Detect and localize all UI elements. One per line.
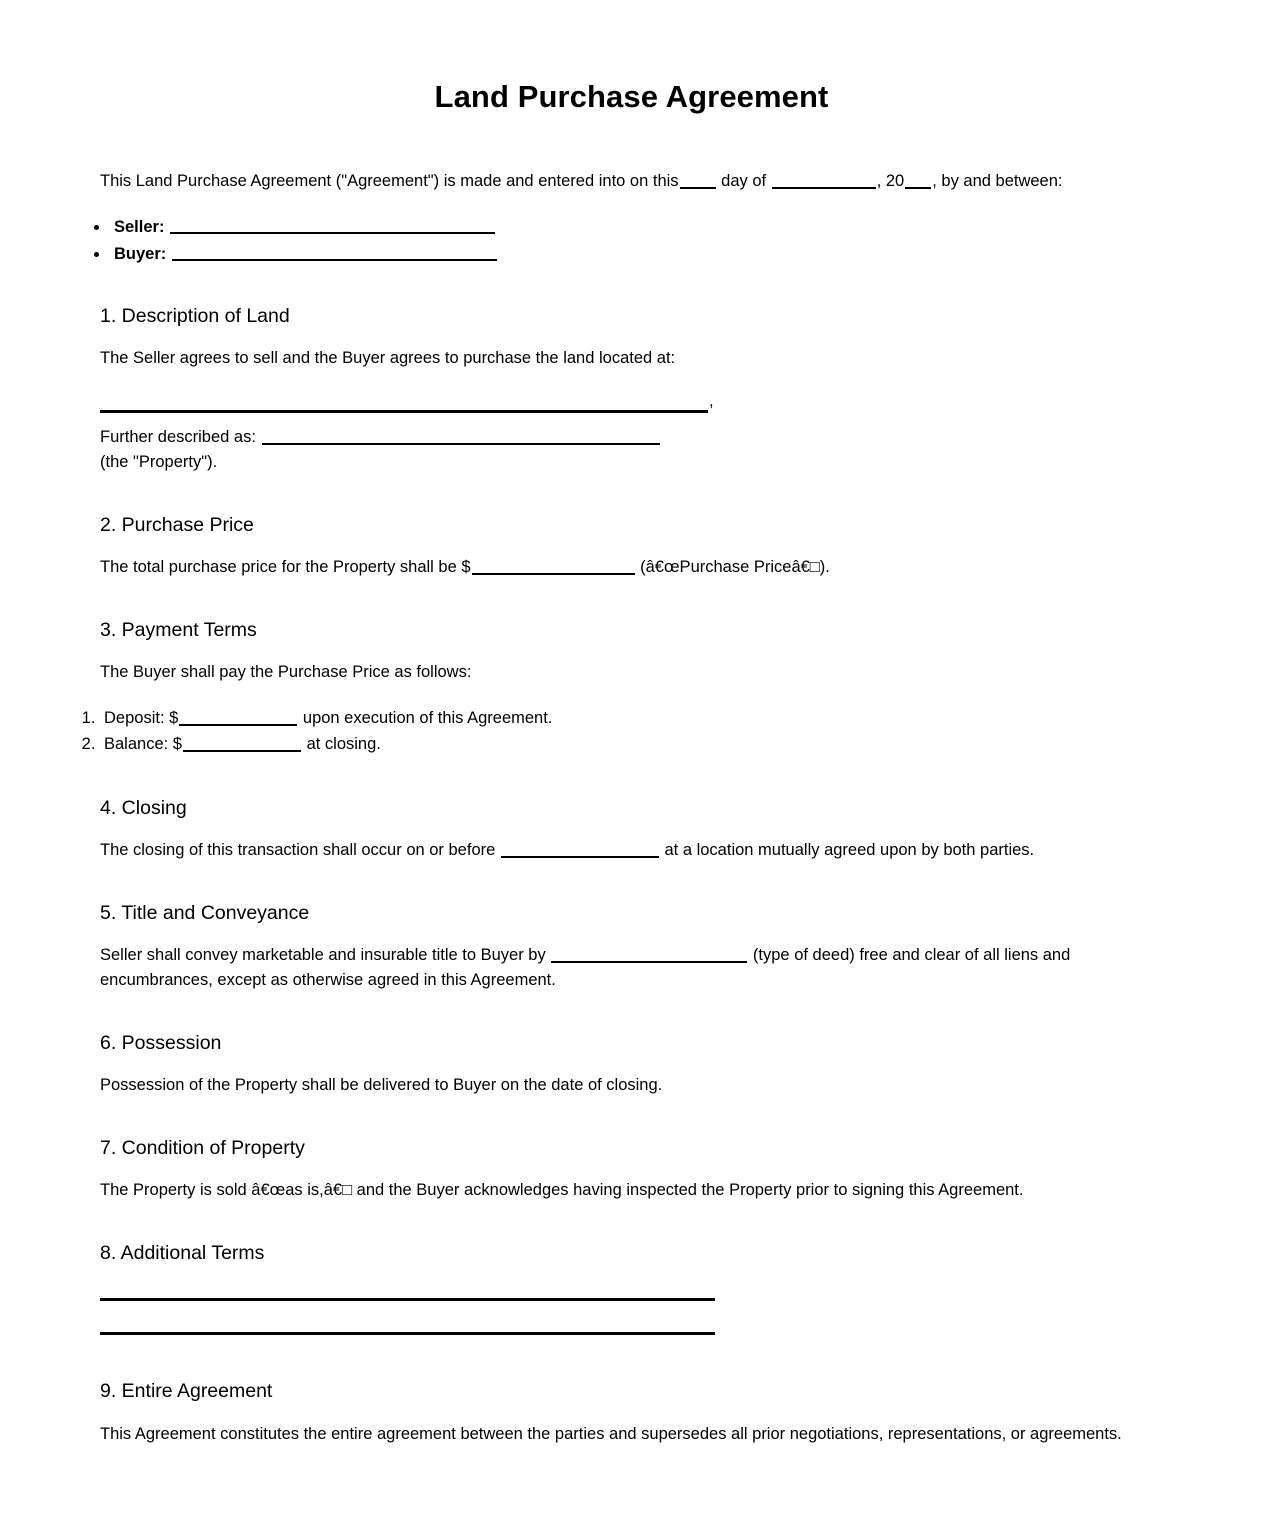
address-trailing-comma: ,	[709, 391, 714, 410]
list-item-deposit	[100, 705, 1263, 731]
closing-after-blank: at a location mutually agreed upon by both parties.	[664, 841, 1035, 860]
balance-amount-blank[interactable]	[183, 735, 301, 752]
balance-label: Balance: $	[104, 735, 182, 754]
section-4-body	[100, 838, 1263, 863]
section-8-heading: 8. Additional Terms	[100, 1241, 265, 1264]
section-5-heading: 5. Title and Conveyance	[100, 901, 310, 924]
section-possession	[0, 1031, 1263, 1098]
payment-terms-list	[0, 705, 1263, 758]
conveyance-after-blank: (type of deed) free and clear of all liens and encumbrances, except as otherwise agreed in this Agreement.	[100, 946, 1071, 990]
month-blank[interactable]	[772, 172, 876, 189]
purchase-price-after-blank: (â€œPurchase Priceâ€□).	[640, 558, 830, 577]
section-9-body: This Agreement constitutes the entire agreement between the parties and supersedes all prior negotiations, representations, or agreements.	[100, 1424, 1122, 1443]
closing-before-blank: The closing of this transaction shall occur on or before	[100, 841, 496, 860]
deposit-amount-blank[interactable]	[179, 709, 297, 726]
section-3-heading: 3. Payment Terms	[100, 618, 257, 641]
intro-text-after-year: , by and between:	[932, 172, 1063, 191]
page-title: Land Purchase Agreement	[434, 79, 829, 114]
section-1-heading: 1. Description of Land	[100, 304, 290, 327]
day-blank[interactable]	[680, 172, 716, 189]
purchase-price-blank[interactable]	[472, 558, 635, 575]
purchase-price-before-blank: The total purchase price for the Property shall be $	[100, 558, 471, 577]
section-4-heading: 4. Closing	[100, 796, 187, 819]
section-1-lead: The Seller agrees to sell and the Buyer agrees to purchase the land located at:	[100, 348, 676, 367]
section-additional-terms	[0, 1241, 1263, 1266]
section-payment-terms	[0, 618, 1263, 685]
section-7-heading: 7. Condition of Property	[100, 1136, 305, 1159]
list-item-buyer	[110, 241, 1263, 268]
closing-date-blank[interactable]	[501, 841, 659, 858]
section-description-of-land	[0, 304, 1263, 475]
deposit-label: Deposit: $	[104, 709, 179, 728]
list-item-balance	[100, 731, 1263, 757]
list-item-seller	[110, 214, 1263, 241]
section-closing	[0, 796, 1263, 863]
section-1-further-described	[100, 425, 1263, 450]
seller-name-blank[interactable]	[170, 217, 495, 234]
further-described-label: Further described as:	[100, 428, 256, 447]
buyer-label: Buyer:	[114, 245, 167, 264]
year-blank[interactable]	[905, 172, 931, 189]
property-address-row	[100, 389, 1263, 414]
section-2-heading: 2. Purchase Price	[100, 513, 254, 536]
section-5-body	[100, 943, 1162, 993]
section-9-heading: 9. Entire Agreement	[100, 1380, 273, 1403]
conveyance-before-blank: Seller shall convey marketable and insurable title to Buyer by	[100, 946, 546, 965]
section-purchase-price	[0, 513, 1263, 580]
section-condition-of-property	[0, 1136, 1263, 1203]
section-2-body	[100, 555, 1263, 580]
parties-list	[0, 214, 1263, 268]
buyer-name-blank[interactable]	[172, 244, 497, 261]
section-3-lead: The Buyer shall pay the Purchase Price as follows:	[100, 663, 472, 682]
section-entire-agreement	[0, 1379, 1263, 1446]
further-description-blank[interactable]	[262, 428, 660, 445]
additional-terms-blanks	[0, 1298, 1263, 1335]
deposit-after-text: upon execution of this Agreement.	[302, 709, 553, 728]
deed-type-blank[interactable]	[551, 946, 747, 963]
balance-after-text: at closing.	[306, 735, 381, 754]
property-note: (the "Property").	[100, 453, 218, 472]
intro-text-before-day: This Land Purchase Agreement ("Agreement") is made and entered into on this	[100, 172, 679, 191]
intro-year-prefix: , 20	[876, 172, 905, 191]
property-address-blank[interactable]	[100, 410, 708, 413]
intro-text-after-day: day of	[721, 172, 767, 191]
section-7-body: The Property is sold â€œas is,â€□ and the Buyer acknowledges having inspected the Property prior to signing this Agreement.	[100, 1181, 1024, 1200]
section-6-body: Possession of the Property shall be delivered to Buyer on the date of closing.	[100, 1076, 663, 1095]
section-6-heading: 6. Possession	[100, 1031, 222, 1054]
seller-label: Seller:	[114, 218, 165, 237]
intro-paragraph	[0, 115, 1263, 194]
section-title-and-conveyance	[0, 901, 1263, 993]
